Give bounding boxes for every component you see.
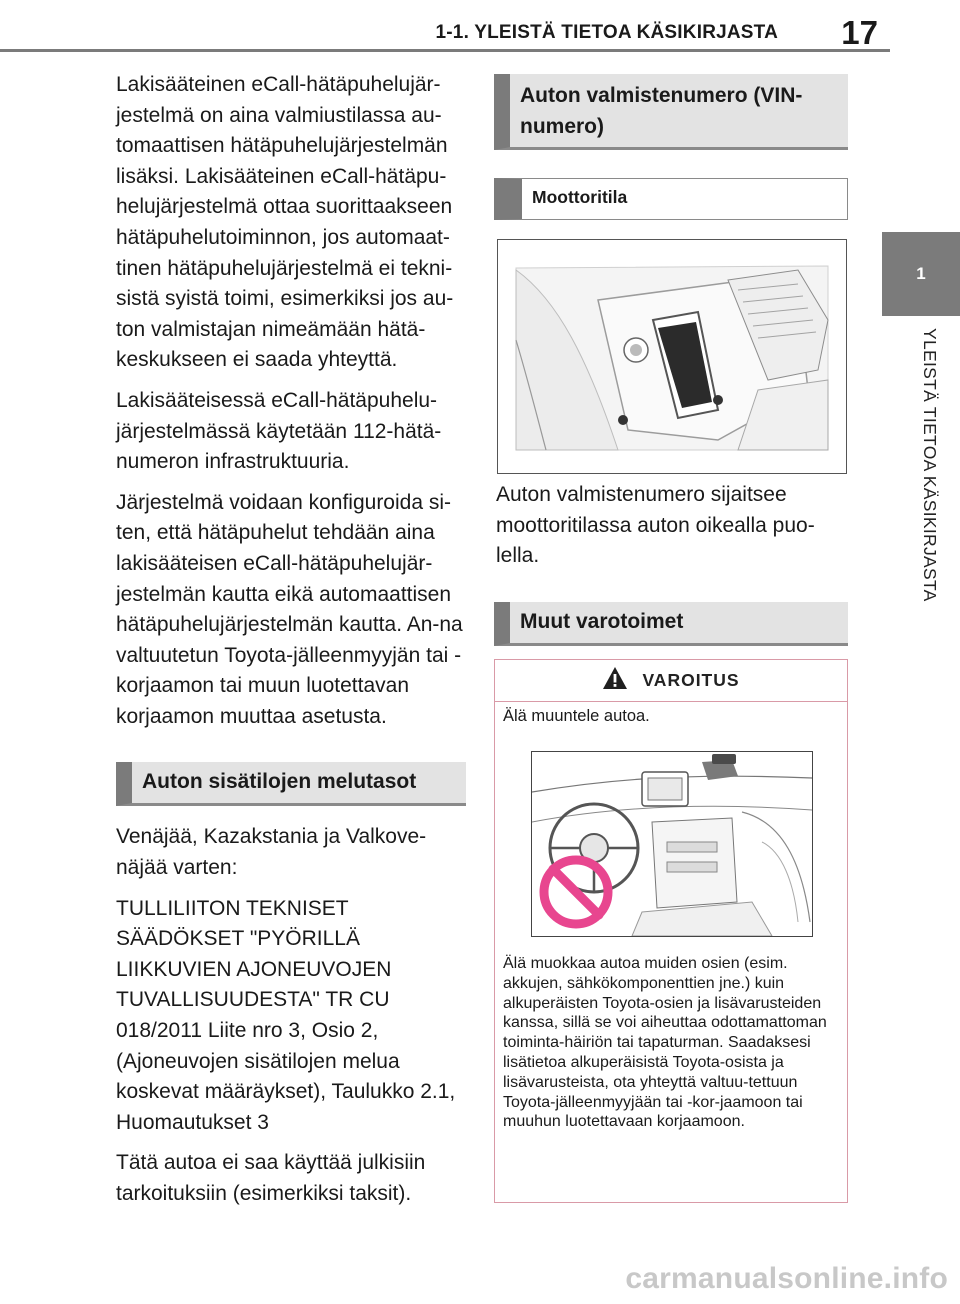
- warning-box: [494, 659, 848, 1203]
- noise-paragraph-3: Tätä autoa ei saa käyttää julkisiin tarkoituksiin (esimerkiksi taksit).: [116, 1151, 426, 1205]
- noise-paragraph-1: Venäjää, Kazakstania ja Valkove-näjää varten:: [116, 825, 427, 880]
- engine-compartment-subheading: Moottoritila: [494, 178, 848, 220]
- warning-body-text: Älä muokkaa autoa muiden osien (esim. akkujen, sähkökomponenttien jne.) kuin alkuperäisten Toyota-osien ja lisävarusteiden kanssa, sillä se voi aiheuttaa odottamattoman toiminta-häiriön tai tapaturman. Saadaksesi lisätietoa alkuperäisistä Toyota-osista ja lisävarusteista, ota yhteyttä valtuu-tettuun Toyota-jälleenmyyjään tai -kor-jaamoon tai muuhun luotettavaan korjaamoon.: [503, 955, 827, 1131]
- left-column: [116, 70, 466, 1220]
- chapter-title: 1-1. YLEISTÄ TIETOA KÄSIKIRJASTA: [435, 22, 778, 43]
- engine-compartment-drawing: [498, 240, 846, 473]
- warning-header: [495, 660, 847, 702]
- dashboard-illustration: [531, 751, 813, 937]
- noise-paragraph-2: TULLILIITON TEKNISET SÄÄDÖKSET "PYÖRILLÄ LIIKKUVIEN AJONEUVOJEN TUVALLISUUDESTA" TR CU 018/2011 Liite nro 3, Osio 2, (Ajoneuvojen sisätilojen melua koskevat määräykset), Taulukko 2.1, Huomautukset 3: [116, 896, 456, 1134]
- chapter-tab-label: YLEISTÄ TIETOA KÄSIKIRJASTA: [920, 328, 940, 602]
- other-precautions-heading: Muut varotoimet: [494, 602, 848, 646]
- ecall-paragraph-3: Järjestelmä voidaan konfiguroida si-ten, että hätäpuhelut tehdään aina lakisääteisen eCall-hätäpuhelujär-jestelmän kautta eikä automaattisen hätäpuhelujärjestelmän kautta. An-na valtuutetun Toyota-jälleenmyyjän tai -korjaamon tai muun luotettavan korjaamon muuttaa asetusta.: [116, 490, 463, 728]
- footer-watermark: carmanualsonline.info: [625, 1262, 948, 1295]
- dashboard-drawing: [532, 752, 812, 936]
- ecall-paragraph-1: Lakisääteinen eCall-hätäpuhelujär-jestelmä on aina valmiustilassa au-tomaattisen hätäpuhelujärjestelmän lisäksi. Lakisääteinen eCall-hätäpu-helujärjestelmä ottaa suorittaakseen hätäpuhelutoiminnon, jos automaat-tinen hätäpuhelujärjestelmä ei tekni-sistä syistä toimi, esimerkiksi jos au-ton valmistajan nimeämään hätä-keskukseen ei saada yhteyttä.: [116, 73, 454, 372]
- warning-title: VAROITUS: [642, 670, 740, 690]
- warning-line-1: Älä muuntele autoa.: [503, 707, 650, 725]
- noise-level-heading: Auton sisätilojen melutasot: [116, 762, 466, 806]
- chapter-tab-number: 1: [916, 264, 926, 283]
- ecall-paragraph-2: Lakisääteisessä eCall-hätäpuhelu-järjestelmässä käytetään 112-hätä-numeron infrastruktuuria.: [116, 388, 442, 474]
- warning-triangle-icon: [602, 666, 628, 695]
- engine-compartment-illustration: [497, 239, 847, 474]
- page-number: 17: [841, 14, 878, 51]
- vin-location-text: Auton valmistenumero sijaitsee moottoritilassa auton oikealla puo-lella.: [496, 483, 815, 568]
- vin-heading: Auton valmistenumero (VIN-numero): [494, 74, 848, 150]
- chapter-tab[interactable]: [882, 232, 960, 316]
